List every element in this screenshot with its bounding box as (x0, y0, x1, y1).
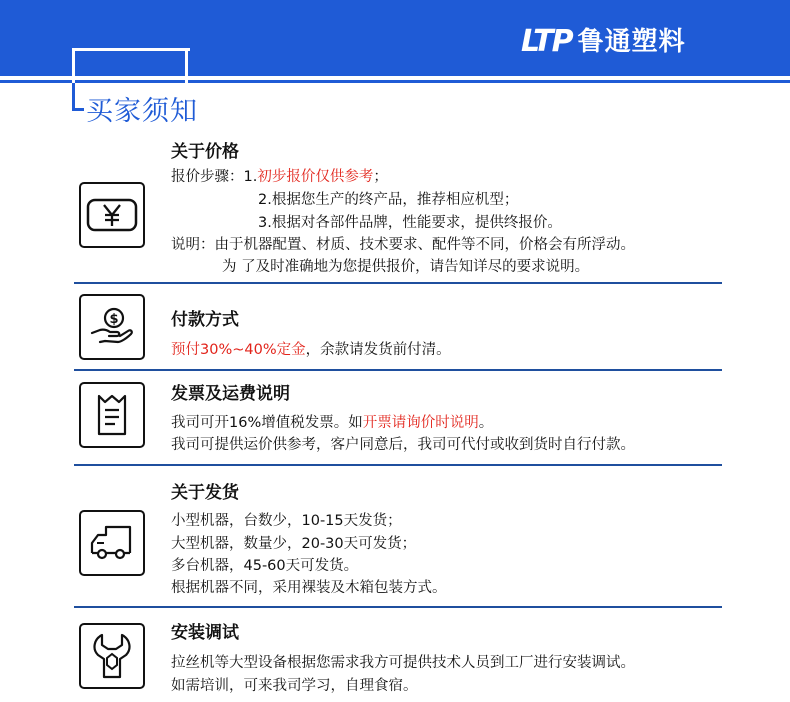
svg-text:$: $ (109, 312, 119, 327)
price-icon-box (79, 182, 145, 248)
invoice-icon-box (79, 382, 145, 448)
divider-3 (74, 464, 722, 466)
invoice-title: 发票及运费说明 (171, 384, 290, 404)
price-title: 关于价格 (171, 142, 239, 162)
invoice-line1-suffix: 。 (478, 415, 494, 431)
receipt-icon (90, 390, 134, 440)
shipping-line: 小型机器，台数少，10-15天发货； (171, 513, 402, 529)
page-title: 买家须知 (86, 96, 198, 127)
coin-hand-icon (87, 302, 137, 352)
title-bracket (72, 83, 75, 111)
shipping-line: 根据机器不同，采用裸装及木箱包装方式。 (171, 580, 447, 596)
invoice-line2: 我司可提供运价供参考，客户同意后，我司可代付或收到货时自行付款。 (171, 437, 635, 453)
price-step1-line (171, 166, 388, 188)
truck-icon (86, 521, 138, 565)
price-step2: 2.根据您生产的终产品，推荐相应机型； (258, 192, 519, 208)
install-line2: 如需培训，可来我司学习，自理食宿。 (171, 678, 418, 694)
price-steps-label: 报价步骤： (171, 169, 244, 185)
price-note-line2: 为 了及时准确地为您提供报价，请告知详尽的要求说明。 (222, 259, 590, 275)
payment-deposit-highlight: 预付30%~40%定金 (171, 342, 306, 358)
invoice-line1-prefix: 我司可开16%增值税发票。如 (171, 415, 363, 431)
install-icon-box (79, 623, 145, 689)
payment-line (171, 339, 451, 361)
payment-icon-box (79, 294, 145, 360)
title-bracket-foot (72, 108, 84, 111)
payment-title: 付款方式 (171, 310, 239, 330)
invoice-highlight: 开票请询价时说明 (362, 415, 479, 431)
company-logo (521, 22, 686, 62)
install-line1: 拉丝机等大型设备根据您需求我方可提供技术人员到工厂进行安装调试。 (171, 655, 635, 671)
divider-4 (74, 606, 722, 608)
yen-icon (85, 195, 139, 235)
price-note-line1: 说明：由于机器配置、材质、技术要求、配件等不同，价格会有所浮动。 (171, 237, 635, 253)
wrench-icon (88, 629, 136, 683)
logo-name: 鲁通塑料 (577, 27, 686, 57)
price-step3: 3.根据对各部件品牌，性能要求，提供终报价。 (258, 215, 562, 231)
shipping-title: 关于发货 (171, 483, 239, 503)
shipping-line: 多台机器，45-60天可发货。 (171, 558, 359, 574)
price-step1-suffix: ； (373, 169, 388, 185)
install-title: 安装调试 (171, 623, 239, 643)
price-step1-highlight: 初步报价仅供参考 (257, 169, 374, 185)
divider-1 (74, 282, 722, 284)
shipping-icon-box (79, 510, 145, 576)
shipping-line: 大型机器，数量少，20-30天可发货； (171, 536, 417, 552)
payment-rest: ，余款请发货前付清。 (305, 342, 451, 358)
divider-2 (74, 369, 722, 371)
invoice-line1 (171, 412, 493, 434)
logo-mark: LTP (521, 24, 572, 59)
price-step1-prefix: 1. (243, 169, 258, 185)
